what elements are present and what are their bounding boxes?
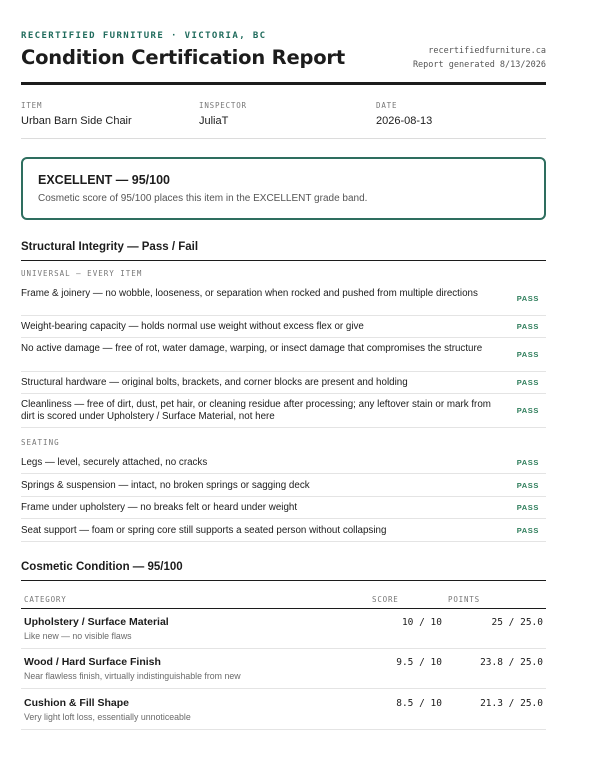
pass-badge: PASS — [516, 378, 539, 387]
check-row — [21, 316, 546, 338]
item-label: ITEM — [21, 101, 43, 110]
pass-badge: PASS — [516, 322, 539, 331]
structural-section-rule — [21, 260, 546, 261]
category-name: Upholstery / Surface Material — [24, 616, 169, 628]
page-title: Condition Certification Report — [21, 46, 345, 69]
category-points: 23.8 / 25.0 — [480, 657, 543, 668]
table-row — [21, 609, 546, 649]
category-note: Like new — no visible flaws — [24, 631, 132, 641]
pass-badge: PASS — [516, 481, 539, 490]
grade-summary-box — [21, 157, 546, 220]
table-row — [21, 689, 546, 730]
check-text: Legs — level, securely attached, no cracks — [21, 457, 208, 468]
meta-inspector — [199, 101, 247, 127]
check-row — [21, 451, 546, 474]
check-row — [21, 519, 546, 542]
header-divider — [21, 82, 546, 85]
meta-date — [376, 101, 432, 127]
grade-title: EXCELLENT — 95/100 — [38, 173, 170, 187]
category-points: 21.3 / 25.0 — [480, 698, 543, 709]
item-value: Urban Barn Side Chair — [21, 115, 132, 127]
cosmetic-section-title: Cosmetic Condition — 95/100 — [21, 561, 183, 573]
check-text: Springs & suspension — intact, no broken springs or sagging deck — [21, 480, 310, 491]
pass-badge: PASS — [516, 294, 539, 303]
date-label: DATE — [376, 101, 398, 110]
category-note: Very light loft loss, essentially unnoticeable — [24, 712, 191, 722]
category-score: 10 / 10 — [401, 617, 442, 628]
check-text: Structural hardware — original bolts, brackets, and corner blocks are present and holding — [21, 377, 408, 388]
category-score: 8.5 / 10 — [396, 698, 442, 709]
report-generated-date: Report generated 8/13/2026 — [412, 60, 546, 70]
check-row — [21, 338, 546, 372]
pass-badge: PASS — [516, 526, 539, 535]
pass-badge: PASS — [516, 350, 539, 359]
pass-badge: PASS — [516, 406, 539, 415]
meta-item — [21, 101, 132, 127]
group-label-universal: UNIVERSAL — EVERY ITEM — [21, 269, 143, 278]
inspector-value: JuliaT — [199, 115, 229, 127]
check-text: Cleanliness — free of dirt, dust, pet hair, or cleaning residue after processing; any leftover stain or mark from dirt is scored under Upholstery / Surface Material, not here — [21, 399, 491, 422]
category-score: 9.5 / 10 — [396, 657, 442, 668]
check-text: Weight-bearing capacity — holds normal use weight without excess flex or give — [21, 321, 364, 332]
category-name: Cushion & Fill Shape — [24, 697, 130, 709]
group-label-seating: SEATING — [21, 438, 60, 447]
date-value: 2026-08-13 — [376, 115, 433, 127]
check-text: Frame & joinery — no wobble, looseness, or separation when rocked and pushed from multiple directions — [21, 288, 478, 299]
table-row — [21, 649, 546, 689]
site-url: recertifiedfurniture.ca — [428, 46, 546, 56]
cosmetic-table-header — [21, 581, 546, 609]
column-header-category: CATEGORY — [24, 595, 67, 604]
brand-line: RECERTIFIED FURNITURE · VICTORIA, BC — [21, 31, 267, 41]
pass-badge: PASS — [516, 503, 539, 512]
check-row — [21, 394, 546, 428]
inspector-label: INSPECTOR — [199, 101, 247, 110]
column-header-points: POINTS — [448, 595, 480, 604]
check-row — [21, 497, 546, 519]
check-row — [21, 474, 546, 497]
pass-badge: PASS — [516, 458, 539, 467]
check-text: Seat support — foam or spring core still supports a seated person without collapsing — [21, 525, 387, 536]
category-name: Wood / Hard Surface Finish — [24, 656, 161, 668]
check-text: Frame under upholstery — no breaks felt or heard under weight — [21, 502, 298, 513]
structural-section-title: Structural Integrity — Pass / Fail — [21, 241, 199, 253]
category-note: Near flawless finish, virtually indistinguishable from new — [24, 671, 241, 681]
check-row — [21, 283, 546, 316]
meta-divider — [21, 138, 546, 139]
grade-description: Cosmetic score of 95/100 places this item in the EXCELLENT grade band. — [38, 193, 368, 204]
column-header-score: SCORE — [372, 595, 399, 604]
check-row — [21, 372, 546, 394]
category-points: 25 / 25.0 — [491, 617, 543, 628]
check-text: No active damage — free of rot, water damage, warping, or insect damage that compromises the structure — [21, 343, 483, 354]
